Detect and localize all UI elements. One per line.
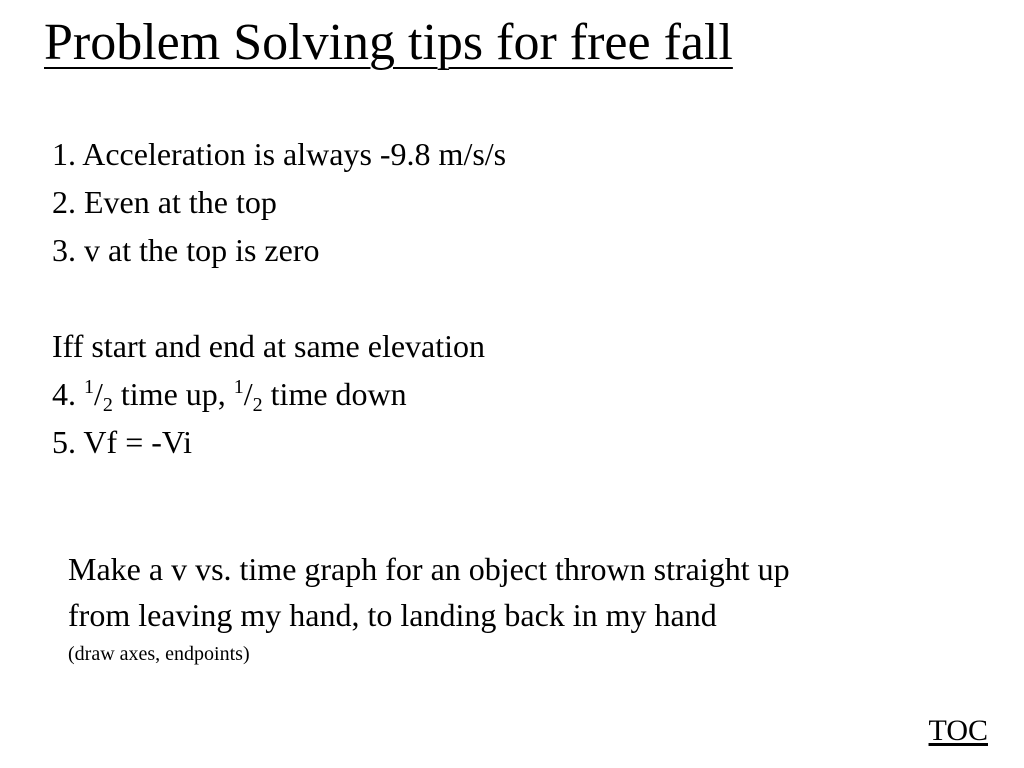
tips-condition: Iff start and end at same elevation [52, 328, 486, 364]
toc-link[interactable]: TOC [928, 714, 988, 747]
fraction-numerator: 1 [233, 376, 244, 398]
task-prompt [68, 546, 790, 668]
tips-list [52, 130, 506, 466]
fraction-slash: / [243, 376, 253, 412]
tip-4-middle: time up, [112, 376, 234, 412]
fraction-denominator: 2 [252, 394, 263, 416]
tip-1: 1. Acceleration is always -9.8 m/s/s [52, 136, 507, 172]
task-line-2: from leaving my hand, to landing back in my hand [68, 597, 717, 633]
tip-4-suffix: time down [262, 376, 407, 412]
fraction-numerator: 1 [84, 376, 94, 398]
tip-5: 5. Vf = -Vi [52, 424, 192, 460]
task-line-1: Make a v vs. time graph for an object thrown straight up [68, 551, 790, 587]
tips-spacer [52, 274, 506, 322]
fraction-denominator: 2 [102, 394, 113, 416]
task-note: (draw axes, endpoints) [68, 643, 250, 665]
tip-4-prefix: 4. [52, 376, 84, 412]
tip-2: 2. Even at the top [52, 184, 277, 220]
slide-title: Problem Solving tips for free fall [44, 14, 733, 71]
tip-3: 3. v at the top is zero [52, 232, 320, 268]
tip-4 [52, 370, 506, 418]
fraction-slash: / [94, 376, 103, 412]
